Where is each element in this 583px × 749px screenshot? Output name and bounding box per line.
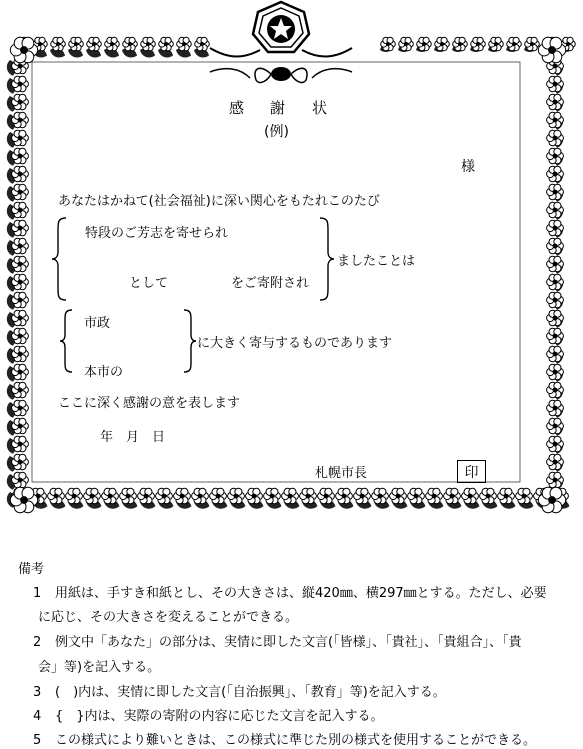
flower-ornament xyxy=(12,184,29,200)
note-2-number: 2 xyxy=(33,635,42,650)
flower-ornament xyxy=(547,112,564,128)
flower-ornament xyxy=(48,488,65,504)
flower-ornament xyxy=(141,37,156,50)
flower-ornament xyxy=(489,37,504,50)
flower-ornament xyxy=(426,488,443,504)
flower-ornament xyxy=(516,488,533,504)
example-label: (例) xyxy=(264,124,289,140)
gratitude-line: ここに深く感謝の意を表します xyxy=(58,396,241,411)
flower-ornament xyxy=(264,488,281,504)
flower-ornament xyxy=(336,488,353,504)
flower-ornament xyxy=(547,94,564,110)
note-4-line-1: { }内は、実際の寄附の内容に応じた文言を記入する。 xyxy=(55,709,384,724)
note-3-number: 3 xyxy=(33,685,42,700)
left-curly-brace-2-icon xyxy=(58,308,74,374)
flower-ornament xyxy=(525,37,540,50)
flower-ornament xyxy=(12,418,29,434)
flower-ornament xyxy=(547,148,564,164)
after-brace-text-2: に大きく寄与するものであります xyxy=(197,336,393,351)
flower-ornament xyxy=(354,488,371,504)
flower-ornament xyxy=(547,400,564,416)
flower-ornament xyxy=(408,488,425,504)
title-char-3: 状 xyxy=(312,99,328,117)
flower-ornament xyxy=(210,488,227,504)
note-1-number: 1 xyxy=(33,586,42,601)
flower-ornament xyxy=(12,202,29,218)
flower-ornament xyxy=(138,488,155,504)
flower-ornament xyxy=(87,37,102,50)
flower-ornament xyxy=(547,166,564,182)
flower-ornament xyxy=(228,488,245,504)
flower-ornament xyxy=(538,37,565,62)
flower-ornament xyxy=(372,488,389,504)
honorific-sama: 様 xyxy=(461,159,475,175)
right-curly-brace-icon xyxy=(318,216,336,302)
flower-ornament xyxy=(547,256,564,272)
note-2-line-2: 会」等)を記入する。 xyxy=(38,660,161,675)
note-5-number: 5 xyxy=(33,733,42,748)
flower-ornament xyxy=(547,364,564,380)
flower-ornament xyxy=(547,346,564,362)
signatory-mayor: 札幌市長 xyxy=(315,466,368,481)
flower-ornament xyxy=(547,310,564,326)
flower-ornament xyxy=(12,130,29,146)
flower-ornament xyxy=(12,94,29,110)
flower-ornament xyxy=(547,274,564,290)
flower-ornament xyxy=(12,382,29,398)
flower-ornament xyxy=(12,292,29,308)
seal-box xyxy=(457,460,486,483)
flower-ornament xyxy=(480,488,497,504)
flower-ornament xyxy=(547,472,564,488)
flower-ornament xyxy=(12,454,29,470)
flower-ornament xyxy=(547,220,564,236)
seal-mark: 印 xyxy=(464,465,479,481)
flower-ornament xyxy=(547,238,564,254)
note-2-line-1: 例文中「あなた」の部分は、実情に即した文言(「皆様」、「貴社」、「貴組合」、「貴 xyxy=(55,635,522,650)
flower-ornament xyxy=(282,488,299,504)
flower-ornament xyxy=(547,202,564,218)
flower-ornament xyxy=(12,310,29,326)
flower-ornament xyxy=(12,364,29,380)
option-donation-will: 特段のご芳志を寄せられ xyxy=(85,226,229,241)
ribbon-ornament-icon xyxy=(190,28,372,88)
flower-ornament xyxy=(547,76,564,92)
flower-ornament xyxy=(12,274,29,290)
flower-ornament xyxy=(174,488,191,504)
flower-ornament xyxy=(462,488,479,504)
note-4-number: 4 xyxy=(33,709,42,724)
flower-ornament xyxy=(547,130,564,146)
flower-ornament xyxy=(390,488,407,504)
flower-ornament xyxy=(10,37,37,62)
title-char-1: 感 xyxy=(229,99,245,117)
flower-ornament xyxy=(547,454,564,470)
flower-ornament xyxy=(12,328,29,344)
flower-ornament xyxy=(507,37,522,50)
city-government: 市政 xyxy=(84,316,111,331)
flower-ornament xyxy=(102,488,119,504)
flower-ornament xyxy=(12,148,29,164)
flower-ornament xyxy=(12,256,29,272)
notes-heading: 備考 xyxy=(18,562,45,577)
flower-ornament xyxy=(498,488,515,504)
flower-ornament xyxy=(547,328,564,344)
flower-ornament xyxy=(69,37,84,50)
flower-ornament xyxy=(547,418,564,434)
flower-ornament xyxy=(417,37,432,50)
flower-ornament xyxy=(123,37,138,50)
flower-ornament xyxy=(453,37,468,50)
flower-ornament xyxy=(12,220,29,236)
flower-ornament xyxy=(444,488,461,504)
flower-ornament xyxy=(12,238,29,254)
flower-ornament xyxy=(471,37,486,50)
body-line-1: あなたはかねて(社会福祉)に深い関心をもたれこのたび xyxy=(58,194,380,209)
our-city: 本市の xyxy=(84,365,124,380)
flower-ornament xyxy=(381,37,396,50)
note-5-line-1: この様式により難いときは、この様式に準じた別の様式を使用することができる。 xyxy=(55,733,537,748)
flower-ornament xyxy=(547,436,564,452)
title-char-2: 謝 xyxy=(270,99,286,117)
flower-ornament xyxy=(12,76,29,92)
note-3-line-1: ( )内は、実情に即した文言(「自治振興」、「教育」等)を記入する。 xyxy=(55,685,446,700)
flower-ornament xyxy=(547,184,564,200)
flower-ornament xyxy=(547,382,564,398)
flower-ornament xyxy=(12,166,29,182)
flower-ornament xyxy=(435,37,450,50)
flower-ornament xyxy=(192,488,209,504)
flower-ornament xyxy=(12,346,29,362)
flower-ornament xyxy=(246,488,263,504)
flower-ornament xyxy=(300,488,317,504)
right-curly-brace-2-icon xyxy=(182,308,198,374)
flower-ornament xyxy=(538,487,565,512)
left-curly-brace-icon xyxy=(50,216,68,302)
flower-ornament xyxy=(120,488,137,504)
flower-ornament xyxy=(318,488,335,504)
flower-ornament xyxy=(51,37,66,50)
option-donated: をご寄附され xyxy=(231,276,310,291)
flower-ornament xyxy=(159,37,174,50)
flower-ornament xyxy=(12,472,29,488)
flower-ornament xyxy=(156,488,173,504)
flower-ornament xyxy=(10,487,37,512)
flower-ornament xyxy=(12,400,29,416)
note-1-line-1: 用紙は、手すき和紙とし、その大きさは、縦420㎜、横297㎜とする。ただし、必要 xyxy=(55,586,547,601)
flower-ornament xyxy=(66,488,83,504)
date-line: 年 月 日 xyxy=(100,430,166,445)
flower-ornament xyxy=(105,37,120,50)
option-as: として xyxy=(129,276,169,291)
note-1-line-2: に応じ、その大きさを変えることができる。 xyxy=(38,610,299,625)
flower-ornament xyxy=(12,112,29,128)
flower-ornament xyxy=(84,488,101,504)
flower-ornament xyxy=(12,436,29,452)
flower-ornament xyxy=(547,292,564,308)
after-brace-text-1: ましたことは xyxy=(337,254,416,269)
flower-ornament xyxy=(399,37,414,50)
